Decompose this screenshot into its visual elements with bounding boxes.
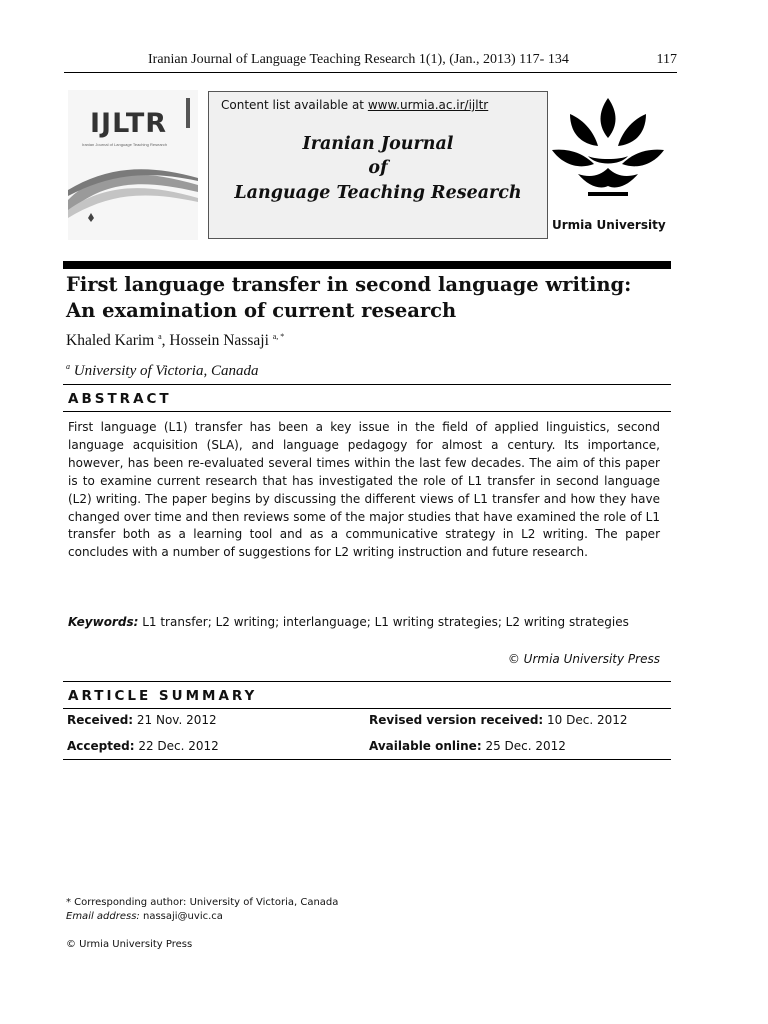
university-logo-icon xyxy=(548,94,668,212)
received-label: Received: xyxy=(67,713,134,727)
content-list-prefix: Content list available at xyxy=(221,98,368,112)
abstract-text: First language (L1) transfer has been a key issue in the field of applied linguistics, second language acquisition (SLA), and language pedagogy for almost a century. Its importance, however, has been re-evaluated several times within the last few decades. The aim of this paper is to examine current research that has investigated the role of L1 transfer in second language (L2) writing. The paper begins by discussing the different views of L1 transfer and how they have changed over time and then reviews some of the major studies that have examined the role of L1 transfer both as a learning tool and as a communicative strategy in L2 writing. The paper concludes with a number of suggestions for L2 writing instruction and future research. xyxy=(68,420,660,560)
footer-copyright: © Urmia University Press xyxy=(66,939,193,950)
journal-cover-image xyxy=(68,90,198,240)
summary-top-rule xyxy=(63,681,671,682)
cover-subtitle: Iranian Journal of Language Teaching Research xyxy=(82,142,168,147)
keywords-label: Keywords: xyxy=(68,615,139,629)
running-title: Iranian Journal of Language Teaching Research 1(1), (Jan., 2013) 117- 134 xyxy=(148,52,569,67)
summary-heading-rule xyxy=(63,708,671,709)
cover-logo: IJLTR xyxy=(90,108,168,139)
abstract-heading: ABSTRACT xyxy=(68,391,172,407)
journal-title-line1: Iranian Journal xyxy=(302,134,454,154)
corresponding-author: * Corresponding author: University of Victoria, Canada xyxy=(66,897,339,908)
keywords-list: L1 transfer; L2 writing; interlanguage; L1 writing strategies; L2 writing strategies xyxy=(138,615,629,629)
accepted-value: 22 Dec. 2012 xyxy=(134,739,219,753)
journal-title-line3: Language Teaching Research xyxy=(234,183,522,203)
journal-title-line2: of xyxy=(368,158,388,178)
content-list-line xyxy=(221,98,488,112)
title-divider xyxy=(63,261,671,269)
affiliation-name: University of Victoria, Canada xyxy=(73,363,259,379)
revised-date xyxy=(369,713,628,727)
summary-bottom-rule xyxy=(63,759,671,760)
journal-url-link[interactable]: www.urmia.ac.ir/ijltr xyxy=(367,98,489,112)
email-line xyxy=(66,910,338,924)
revised-value: 10 Dec. 2012 xyxy=(543,713,628,727)
journal-title-box xyxy=(208,91,548,239)
author-separator: , xyxy=(161,332,170,350)
received-date xyxy=(67,713,217,727)
affiliation xyxy=(66,362,258,380)
abstract-heading-rule xyxy=(63,411,671,412)
revised-label: Revised version received: xyxy=(369,713,544,727)
author-name: Khaled Karim xyxy=(66,332,155,350)
accepted-date xyxy=(67,739,219,753)
author-list xyxy=(66,332,284,350)
email-label: Email address: xyxy=(66,911,140,922)
paper-title: First language transfer in second language writing: An examination of current research xyxy=(66,273,632,322)
abstract-copyright: © Urmia University Press xyxy=(507,652,660,666)
abstract-top-rule xyxy=(63,384,671,385)
running-header xyxy=(64,48,677,73)
author-affiliation-mark: a, * xyxy=(272,332,285,341)
footnote xyxy=(66,896,338,924)
email-address[interactable]: nassaji@uvic.ca xyxy=(139,911,223,922)
received-value: 21 Nov. 2012 xyxy=(133,713,217,727)
online-date xyxy=(369,739,566,753)
author-affiliation-mark: a xyxy=(158,332,162,341)
accepted-label: Accepted: xyxy=(67,739,135,753)
affiliation-mark: a xyxy=(66,362,70,371)
online-value: 25 Dec. 2012 xyxy=(481,739,566,753)
keywords-line xyxy=(68,615,629,629)
author-name: Hossein Nassaji xyxy=(169,332,269,350)
university-name: Urmia University xyxy=(552,218,666,232)
page-number: 117 xyxy=(656,52,677,67)
online-label: Available online: xyxy=(369,739,482,753)
summary-heading: ARTICLE SUMMARY xyxy=(68,688,258,704)
